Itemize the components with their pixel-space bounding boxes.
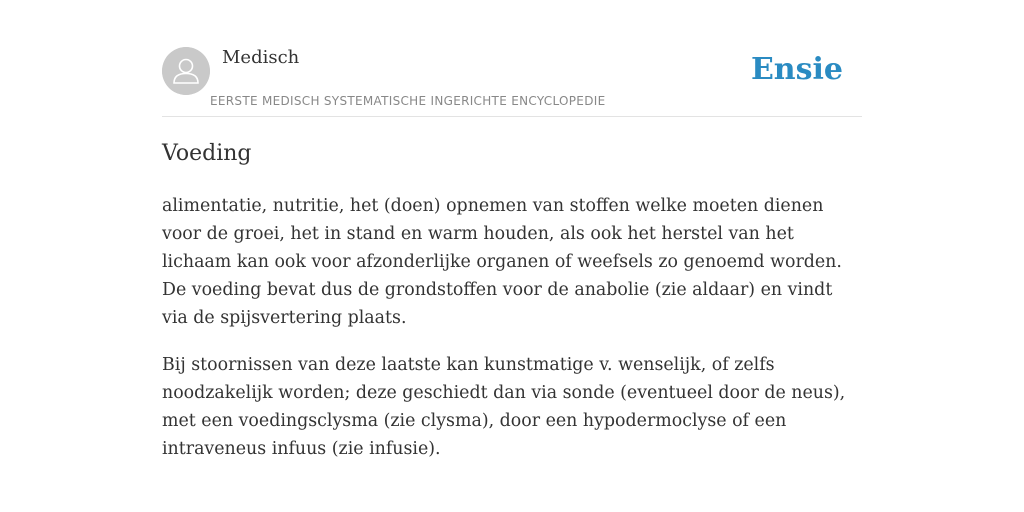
article-body — [162, 192, 862, 482]
article-paragraph: Bij stoornissen van deze laatste kan kunstmatige v. wenselijk, of zelfs noodzakelijk worden; deze geschiedt dan via sonde (eventueel door de neus), met een voedingsclysma (zie clysma), door een hypodermoclyse of een intraveneus infuus (zie infusie). — [162, 355, 846, 459]
header — [162, 46, 862, 117]
brand-logo[interactable]: Ensie — [750, 52, 843, 87]
page-title: Voeding — [162, 141, 252, 166]
avatar[interactable] — [162, 47, 210, 95]
author-subtitle: EERSTE MEDISCH SYSTEMATISCHE INGERICHTE ENCYCLOPEDIE — [210, 94, 606, 108]
user-silhouette-icon — [162, 47, 210, 95]
author-name[interactable]: Medisch — [222, 47, 300, 68]
article-paragraph: alimentatie, nutritie, het (doen) opnemen van stoffen welke moeten dienen voor de groei, het in stand en warm houden, als ook het herstel van het lichaam kan ook voor afzonderlijke organen of weefsels zo genoemd worden. De voeding bevat dus de grondstoffen voor de anabolie (zie aldaar) en vindt via de spijsvertering plaats. — [162, 196, 842, 328]
